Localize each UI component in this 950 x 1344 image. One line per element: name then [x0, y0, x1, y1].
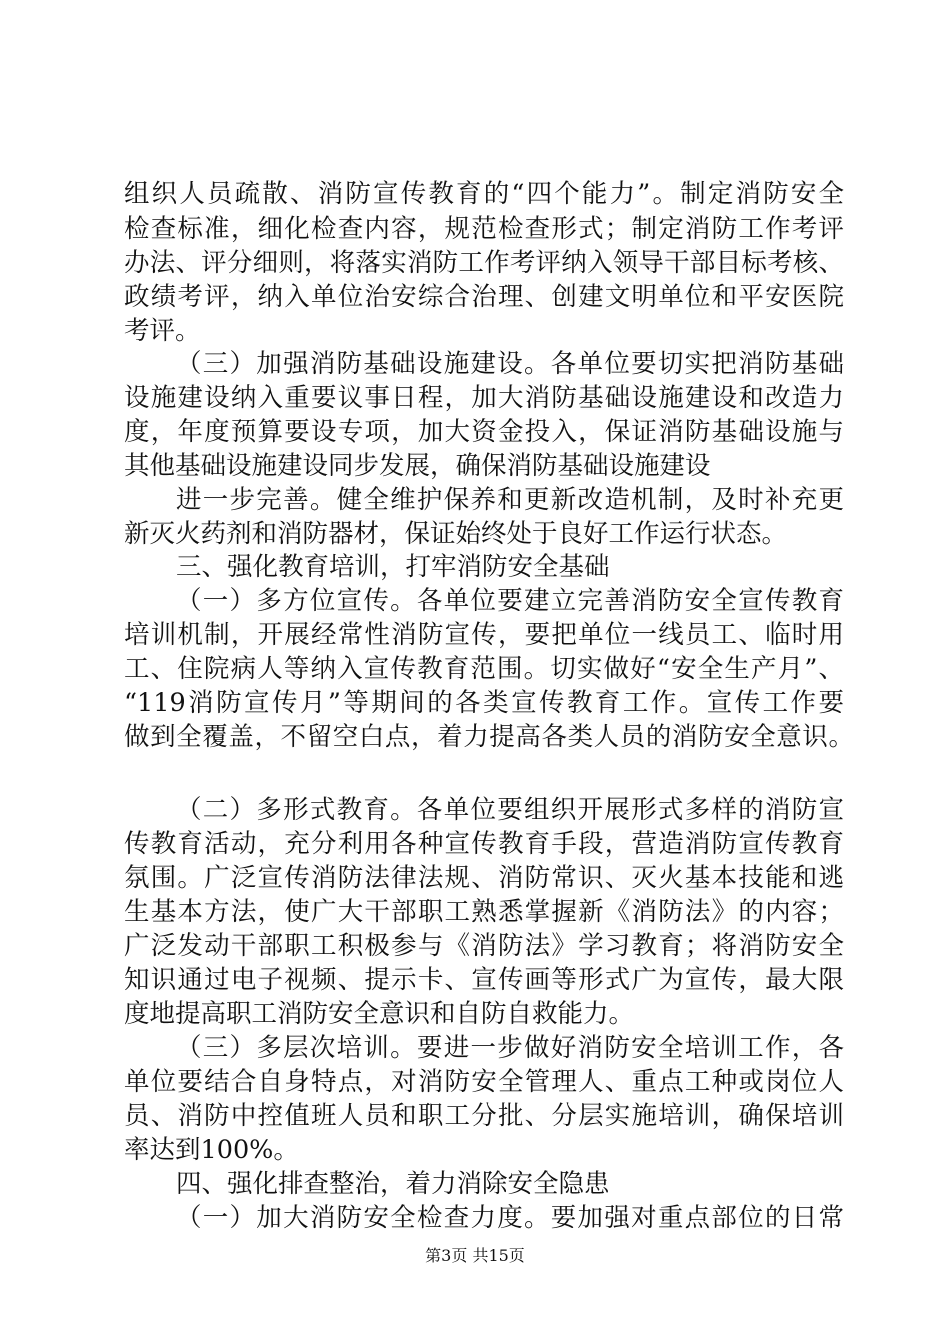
- body-text-line: 其他基础设施建设同步发展，确保消防基础设施建设: [124, 451, 711, 481]
- paragraph-heading-line: （一）加大消防安全检查力度。要加强对重点部位的日常: [176, 1203, 844, 1233]
- section-heading: 三、强化教育培训，打牢消防安全基础: [176, 552, 610, 582]
- body-text-line: “119消防宣传月”等期间的各类宣传教育工作。宣传工作要: [124, 688, 844, 718]
- body-text-line: 度地提高职工消防安全意识和自防自救能力。: [124, 999, 635, 1029]
- body-text-line: 生基本方法，使广大干部职工熟悉掌握新《消防法》的内容；: [124, 897, 844, 927]
- body-text-line: 设施建设纳入重要议事日程，加大消防基础设施建设和改造力: [124, 383, 844, 413]
- body-text-line: 检查标准，细化检查内容，规范检查形式；制定消防工作考评: [124, 214, 844, 244]
- body-text-line: 度，年度预算要设专项，加大资金投入，保证消防基础设施与: [124, 417, 844, 447]
- body-text-line: 组织人员疏散、消防宣传教育的“四个能力”。制定消防安全: [124, 179, 844, 209]
- body-text-line: 广泛发动干部职工积极参与《消防法》学习教育；将消防安全: [124, 931, 844, 961]
- body-text-line: 新灭火药剂和消防器材，保证始终处于良好工作运行状态。: [124, 519, 788, 549]
- body-text-line: 单位要结合自身特点，对消防安全管理人、重点工种或岗位人: [124, 1067, 844, 1097]
- body-text-line: 工、住院病人等纳入宣传教育范围。切实做好“安全生产月”、: [124, 654, 844, 684]
- page-footer: 第3页 共15页: [425, 1246, 525, 1265]
- body-text-line: 考评。: [124, 316, 201, 346]
- body-text-line: 氛围。广泛宣传消防法律法规、消防常识、灭火基本技能和逃: [124, 863, 844, 893]
- paragraph-heading-line: （三）多层次培训。要进一步做好消防安全培训工作，各: [176, 1033, 844, 1063]
- paragraph-heading-line: （一）多方位宣传。各单位要建立完善消防安全宣传教育: [176, 586, 844, 616]
- body-text-line: 知识通过电子视频、提示卡、宣传画等形式广为宣传，最大限: [124, 965, 844, 995]
- body-text-line: 政绩考评，纳入单位治安综合治理、创建文明单位和平安医院: [124, 282, 844, 312]
- body-text-line: 培训机制，开展经常性消防宣传，要把单位一线员工、临时用: [124, 620, 844, 650]
- paragraph-heading-line: （二）多形式教育。各单位要组织开展形式多样的消防宣: [176, 795, 844, 825]
- body-text-line: 率达到100%。: [124, 1135, 299, 1165]
- body-text-line: 办法、评分细则，将落实消防工作考评纳入领导干部目标考核、: [124, 248, 844, 278]
- paragraph-heading-line: （三）加强消防基础设施建设。各单位要切实把消防基础: [176, 349, 844, 379]
- body-text-line: 传教育活动，充分利用各种宣传教育手段，营造消防宣传教育: [124, 829, 844, 859]
- body-text-line: 做到全覆盖，不留空白点，着力提高各类人员的消防安全意识。: [124, 722, 854, 752]
- body-text-line: 进一步完善。健全维护保养和更新改造机制，及时补充更: [176, 485, 844, 515]
- body-text-line: 员、消防中控值班人员和职工分批、分层实施培训，确保培训: [124, 1101, 844, 1131]
- section-heading: 四、强化排查整治，着力消除安全隐患: [176, 1169, 610, 1199]
